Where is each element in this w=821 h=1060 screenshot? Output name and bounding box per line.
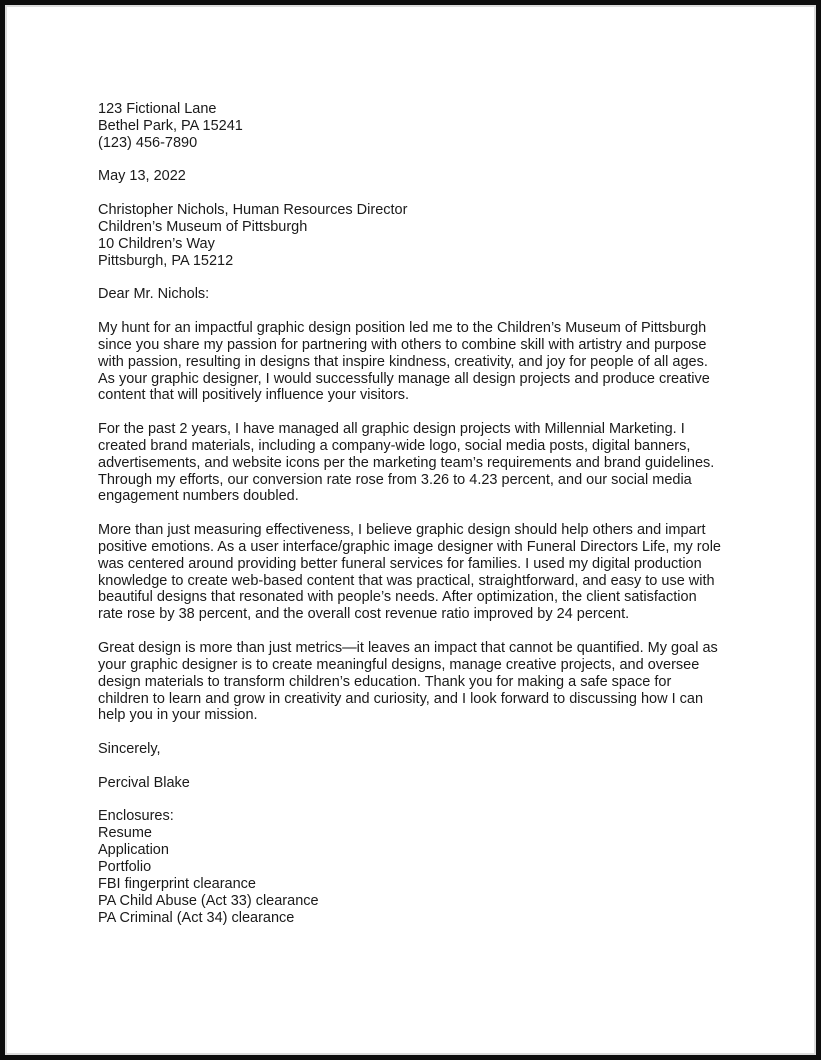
closing-line: Sincerely, [98,741,161,758]
signature-name: Percival Blake [98,774,190,791]
enclosure-item: Resume [98,825,152,842]
recipient-address-block [98,202,722,269]
enclosure-item: PA Child Abuse (Act 33) clearance [98,892,319,909]
recipient-line: Children’s Museum of Pittsburgh [98,218,308,235]
body-paragraph: Great design is more than just metrics—it leaves an impact that cannot be quantified. My goal as your graphic designer is to create meaningful designs, manage creative projects, and oversee design materials to transform children’s education. Thank you for making a safe space for children to learn and grow in creativity and curiosity, and I look forward to discussing how I can help you in your mission. [98,640,718,724]
closing [98,741,722,758]
enclosure-item: Application [98,842,169,859]
signature [98,775,722,792]
enclosures-label: Enclosures: [98,808,174,825]
sender-address-line: Bethel Park, PA 15241 [98,117,243,134]
sender-address-line: (123) 456-7890 [98,134,198,151]
recipient-line: 10 Children’s Way [98,235,215,252]
sender-address-line: 123 Fictional Lane [98,101,217,117]
recipient-line: Christopher Nichols, Human Resources Director [98,202,408,219]
enclosure-item: Portfolio [98,858,152,875]
date-line: May 13, 2022 [98,168,186,185]
recipient-line: Pittsburgh, PA 15212 [98,252,234,269]
salutation-line: Dear Mr. Nichols: [98,286,210,303]
salutation [98,286,722,303]
date-block [98,168,722,185]
sender-address-block [98,101,722,152]
cover-letter [98,101,722,926]
enclosures-block [98,808,722,926]
body-paragraph: For the past 2 years, I have managed all graphic design projects with Millennial Marketing. I created brand materials, including a company-wide logo, social media posts, digital banners, advertisements, and website icons per the marketing team’s requirements and brand guidelines. Through my efforts, our conversion rate rose from 3.26 to 4.23 percent, and our social media engagement numbers doubled. [98,421,715,505]
body-paragraph: More than just measuring effectiveness, I believe graphic design should help others and impart positive emotions. As a user interface/graphic image designer with Funeral Directors Life, my role was centered around providing better funeral services for families. I used my digital production knowledge to create web-based content that was practical, straightforward, and easy to use with beautiful designs that resonated with people’s needs. After optimization, the client satisfaction rate rose by 38 percent, and the overall cost revenue ratio improved by 24 percent. [98,522,721,623]
enclosure-item: FBI fingerprint clearance [98,875,256,892]
enclosure-item: PA Criminal (Act 34) clearance [98,909,295,926]
body-paragraph: My hunt for an impactful graphic design position led me to the Children’s Museum of Pittsburgh since you share my passion for partnering with others to combine skill with artistry and purpose with passion, resulting in designs that inspire kindness, creativity, and joy for people of all ages. As your graphic designer, I would successfully manage all design projects and produce creative content that will positively influence your visitors. [98,319,710,404]
